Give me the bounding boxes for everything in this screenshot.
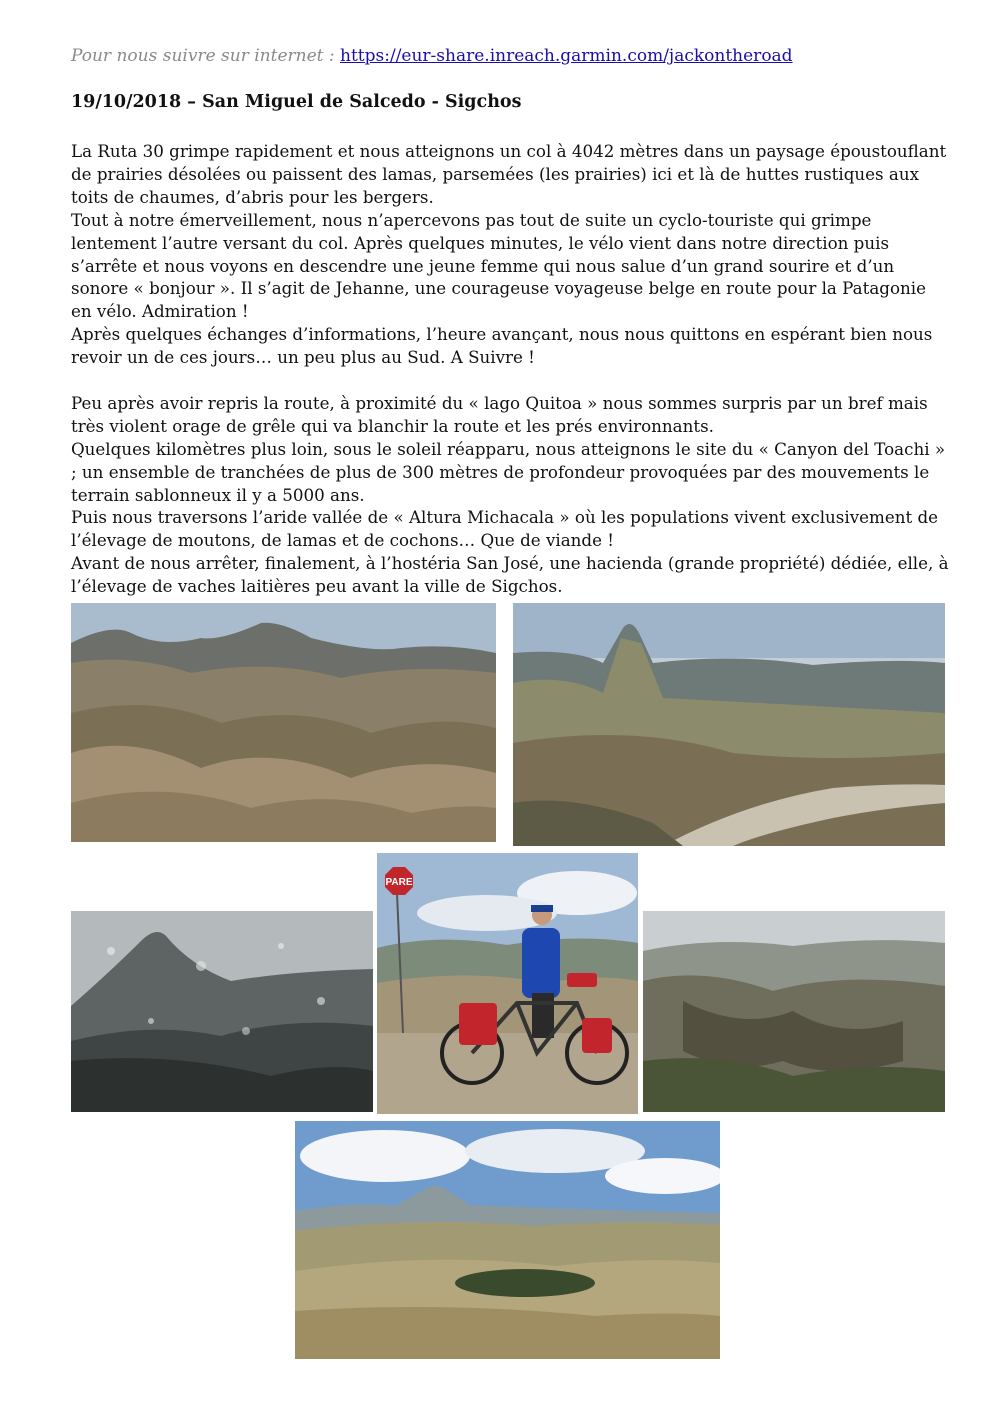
photo-mountain-valley	[71, 603, 496, 842]
paragraph-farewell: Après quelques échanges d’informations, l’heure avançant, nous nous quittons en espérant bien nous revoir un de ces jours… un peu plus au Sud. A Suivre !	[71, 324, 933, 368]
paragraph-hosteria: Avant de nous arrêter, finalement, à l’hostéria San José, une hacienda (grande propriété) dédiée, elle, à l’élevage de vaches laitières peu avant la ville de Sigchos.	[71, 553, 949, 597]
photo-hailstorm	[71, 911, 373, 1112]
photo-peak-road	[513, 603, 945, 846]
tracking-link[interactable]: https://eur-share.inreach.garmin.com/jackontheroad	[340, 46, 793, 66]
page-title: 19/10/2018 – San Miguel de Salcedo - Sigchos	[71, 92, 522, 112]
paragraph-valley: Puis nous traversons l’aride vallée de « Altura Michacala » où les populations vivent exclusivement de l’élevage de moutons, de lamas et de cochons… Que de viande !	[71, 507, 939, 551]
paragraph-col: La Ruta 30 grimpe rapidement et nous atteignons un col à 4042 mètres dans un paysage époustouflant de prairies désolées ou paissent des lamas, parsemées (les prairies) ici et là de huttes rustiques aux toits de chaumes, d’abris pour les bergers.	[71, 141, 947, 207]
photo-canyon	[643, 911, 945, 1112]
article-body	[71, 140, 951, 598]
paragraph-spacer	[71, 369, 951, 392]
follow-line	[71, 46, 793, 66]
stop-sign-label: PARE	[385, 877, 413, 888]
photo-volcano-plateau	[295, 1121, 720, 1359]
paragraph-jehanne: Tout à notre émerveillement, nous n’apercevons pas tout de suite un cyclo-touriste qui grimpe lentement l’autre versant du col. Après quelques minutes, le vélo vient dans notre direction puis s’arrête et nous voyons en descendre une jeune femme qui nous salue d’un grand sourire et d’un sonore « bonjour ». Il s’agit de Jehanne, une courageuse voyageuse belge en route pour la Patagonie en vélo. Admiration !	[71, 209, 926, 322]
paragraph-canyon: Quelques kilomètres plus loin, sous le soleil réapparu, nous atteignons le site du « Canyon del Toachi » ; un ensemble de tranchées de plus de 300 mètres de profondeur provoquées par des mouvements le terrain sablonneux il y a 5000 ans.	[71, 438, 946, 505]
follow-label: Pour nous suivre sur internet :	[71, 46, 341, 66]
paragraph-hail: Peu après avoir repris la route, à proximité du « lago Quitoa » nous sommes surpris par un bref mais très violent orage de grêle qui va blanchir la route et les prés environnants.	[71, 392, 928, 436]
photo-cyclist	[377, 853, 638, 1114]
